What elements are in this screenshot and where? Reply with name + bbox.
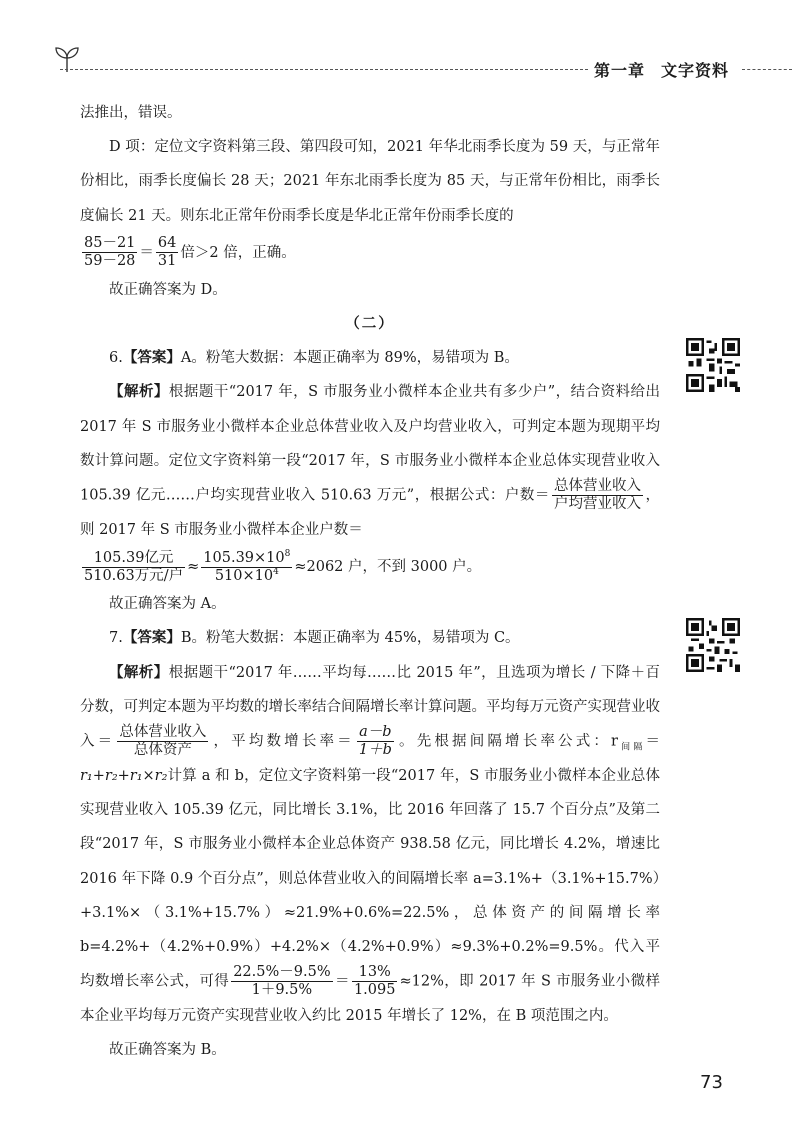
q6-analysis: 【解析】根据题干“2017 年，S 市服务业小微样本企业共有多少户”，结合资料给出 2017 年 S 市服务业小微样本企业总体营业收入及户均营业收入，可判定本题为现期平均数计算问题。定位文字资料第一段“2017 年，S 市服务业小微样本企业总体实现营业收入 105.39 亿元……户均实现营业收入 510.63 万元”，根据公式：户数＝ $\frac{\text{总体营业收入}}{\text{户均营业收入}}$ ，则 2017 年 S 市服务业小微样本企业户数＝ [80,383,660,539]
fraction: $\frac{64}{31}$ [157,235,177,270]
fraction: $\frac{a-b}{1+b}$ [358,724,392,759]
paragraph-top: 法推出，错误。 [80,105,182,121]
chapter-heading [594,58,729,81]
fraction: $\frac{85-21}{59-28}$ [84,235,136,270]
page-header [0,0,800,80]
section-heading: （二） [345,315,395,333]
qr-code-icon[interactable] [686,618,740,672]
q6-answer: 6.【答案】A。粉笔大数据：本题正确率为 89%，易错项为 B。 [109,349,519,367]
formula-q6: $\frac{\text{105.39亿元}}{\text{510.63万元/户}}$ ≈ $\frac{105.39\times 10^8}{510\times 10^4}$ ≈2062 户，不到 3000 户。 [84,548,482,584]
formula-d: $\frac{85-21}{59-28}$ ＝ $\frac{64}{31}$ 倍＞2 倍，正确。 [84,235,296,270]
chapter-number: 第一章 [594,61,646,80]
fraction: $\frac{13\%}{1.095}$ [353,964,396,999]
fraction: $\frac{\text{105.39亿元}}{\text{510.63万元/户}}$ [84,549,184,584]
answer-5: 故正确答案为 D。 [109,281,227,298]
header-divider [60,69,588,70]
fraction: $\frac{22.5\%-9.5\%}{1+9.5\%}$ [233,964,331,999]
q7-answer: 7.【答案】B。粉笔大数据：本题正确率为 45%，易错项为 C。 [109,629,520,647]
fraction: $\frac{\text{总体营业收入}}{\text{户均营业收入}}$ [553,478,641,513]
paragraph-d: D 项：定位文字资料第三段、第四段可知，2021 年华北雨季长度为 59 天，与正常年份相比，雨季长度偏长 28 天；2021 年东北雨季长度为 85 天，与正常年份相比，雨季长度偏长 21 天。则东北正常年份雨季长度是华北正常年份雨季长度的 [80,139,660,224]
answer-6: 故正确答案为 A。 [109,596,226,613]
fraction: $\frac{105.39\times 10^8}{510\times 10^4}$ [203,548,291,584]
answer-7: 故正确答案为 B。 [109,1042,226,1059]
page-body [80,96,660,1068]
page-number: 73 [700,1072,723,1093]
qr-code-icon[interactable] [686,338,740,392]
header-divider-right [742,69,792,70]
fraction: $\frac{\text{总体营业收入}}{\text{总体资产}}$ [119,724,207,759]
q7-analysis: 【解析】根据题干“2017 年……平均每……比 2015 年”，且选项为增长 / 下降＋百分数，可判定本题为平均数的增长率结合间隔增长率计算问题。平均每万元资产实现营业收入＝ $\frac{\text{总体营业收入}}{\text{总体资产}}$ ，平均数增长率＝ $\frac{a-b}{1+b}$ 。先根据间隔增长率公式：$r_{间隔}=r_1+r_2+r_1\times r_2$计算 a 和 b，定位文字资料第一段“2017 年，S 市服务业小微样本企业总体实现营业收入 105.39 亿元，同比增长 3.1%，比 2016 年回落了 15.7 个百分点”及第二段“2017 年，S 市服务业小微样本企业总体资产 938.58 亿元，同比增长 4.2%，增速比 2016 年下降 0.9 个百分点”，则总体营业收入的间隔增长率 a=3.1%+（3.1%+15.7%）+3.1%×（3.1%+15.7%）≈21.9%+0.6%=22.5%，总体资产的间隔增长率 b=4.2%+（4.2%+0.9%）+4.2%×（4.2%+0.9%）≈9.3%+0.2%=9.5%。代入平均数增长率公式，可得 $\frac{22.5\%-9.5\%}{1+9.5\%}$ ＝ $\frac{13\%}{1.095}$ ≈12%，即 2017 年 S 市服务业小微样本企业平均每万元资产实现营业收入约比 2015 年增长了 12%，在 B 项范围之内。 [80,663,661,1025]
chapter-title: 文字资料 [661,61,730,80]
